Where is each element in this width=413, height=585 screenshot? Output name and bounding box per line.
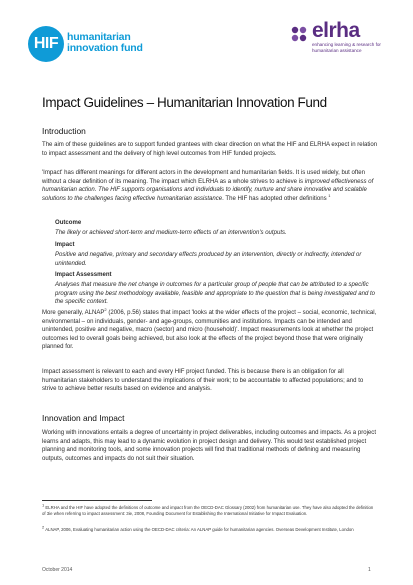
elrha-logo-icon <box>289 24 309 44</box>
definition-term-impact: Impact <box>55 242 75 248</box>
footnote-1 <box>42 502 374 518</box>
p2-text-italic: improved effectiveness of humanitarian action. The HIF supports organisations and individuals to identify, nurture and share innovative and scalable solutions to the challenges facing effective humanitarian assistance <box>42 178 374 202</box>
intro-heading: Introduction <box>42 126 86 136</box>
intro-paragraph-2 <box>42 169 378 203</box>
page-title: Impact Guidelines – Humanitarian Innovation Fund <box>42 95 327 110</box>
intro-paragraph-4: Impact assessment is relevant to each and every HIF project funded. This is because there is an obligation for all humanitarian stakeholders to understand the implications of their work; to be accountable to affected populations; and to strive to achieve better results based on evidence and analysis. <box>42 369 364 393</box>
footer-date: October 2014 <box>42 567 73 573</box>
footnote-1-text: ELRHA and the HIF have adopted the definitions of outcome and impact from the OECD-DAC Glossary (2002) from humanitarian use. They have also adopted the definition of 3ie when referring to impact assessment: 3ie, 2008, Founding Document for Establishing the International Initiative for Impact Evaluation. <box>42 505 374 517</box>
definition-text-impact: Positive and negative, primary and secondary effects produced by an intervention, directly or indirectly, intended or unintended. <box>55 252 362 267</box>
intro-paragraph-3 <box>42 306 378 352</box>
footnote-2 <box>42 524 374 533</box>
definition-text-outcome: The likely or achieved short-term and medium-term effects of an intervention's outputs. <box>55 230 287 236</box>
p3-text-a: More generally, ALNAP <box>42 310 105 316</box>
elrha-tagline: enhancing learning & research for humanitarian assistance <box>312 42 381 53</box>
elrha-logo-text: elrha <box>312 19 360 42</box>
footnote-2-number: 2 <box>42 524 45 530</box>
hif-logo-line1: humanitarian <box>67 31 131 43</box>
intro-paragraph-1: The aim of these guidelines are to support funded grantees with clear direction on what the HIF and ELRHA expect in relation to impact assessment and the delivery of high level outcomes from HIF funded projects. <box>42 142 378 157</box>
hif-logo-line2: innovation fund <box>67 42 143 54</box>
definition-term-outcome: Outcome <box>55 220 82 226</box>
p3-text-b: (2006, p.56) states that impact 'looks at the wider effects of the project – social, economic, technical, environmental – on individuals, gender- and age-groups, communities and institutions. Impacts can be intended and unintended, positive and negative, macro (sector) and micro (household)'. Impact measurements look at whether the project outcomes led to overall goals being achieved, but also look at the effects of the project beyond those that were originally planned for. <box>42 310 377 351</box>
definition-text-impact-assessment: Analyses that measure the net change in outcomes for a particular group of people that can be attributed to a specific program using the best methodology available, feasible and appropriate to the question that is being investigated and to the specific context. <box>55 282 376 306</box>
footnote-ref-2: 2 <box>104 306 107 312</box>
footnote-ref-1: 1 <box>328 192 331 198</box>
innovation-heading: Innovation and Impact <box>42 413 125 423</box>
p2-text-a: 'Impact' has different meanings for different actors in the development and humanitarian fields. It is used widely, but often without a clear definition of its meaning. The impact which ELRHA as a whole strives to achieve is <box>42 170 365 185</box>
page-number: 1 <box>368 567 371 573</box>
hif-logo-text <box>67 32 143 54</box>
definition-term-impact-assessment: Impact Assessment <box>55 272 112 278</box>
footnote-1-number: 1 <box>42 502 45 508</box>
p2-text-c: . The HIF has adopted other definitions <box>222 195 329 202</box>
footnote-divider <box>42 500 152 501</box>
footnote-2-text: ALNAP, 2006, Evaluating humanitarian action using the OECD-DAC criteria: An ALNAP guide for humanitarian agencies. Overseas Development Institute, London <box>44 527 354 532</box>
innovation-paragraph-1: Working with innovations entails a degree of uncertainty in project deliverables, including outcomes and impacts. As a project learns and adapts, this may lead to a dynamic evolution in project design and delivery. This would test established project planning and monitoring tools, and some innovation projects will find that traditional methods of defining and measuring outputs, outcomes and impacts do not suit their situation. <box>42 430 376 462</box>
hif-logo-mark: HIF <box>28 26 64 62</box>
